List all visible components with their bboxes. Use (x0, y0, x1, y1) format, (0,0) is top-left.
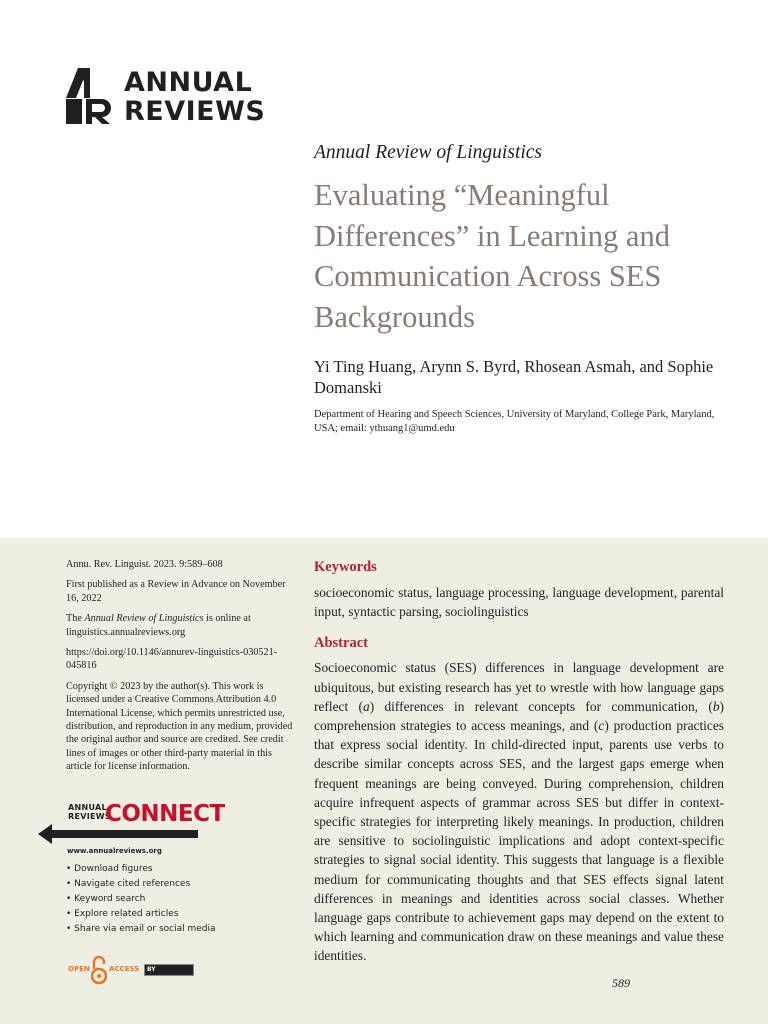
open-access-badge (68, 955, 208, 985)
doi-link[interactable]: https://doi.org/10.1146/annurev-linguistics-030521-045816 (66, 647, 278, 672)
connect-item: • Share via email or social media (66, 922, 216, 937)
access-label: ACCESS (109, 965, 140, 973)
annual-reviews-connect[interactable] (38, 800, 298, 940)
connect-item: • Navigate cited references (66, 877, 216, 892)
ar-logo-mark-icon (66, 68, 118, 124)
first-published: First published as a Review in Advance on November 16, 2022 (66, 579, 286, 604)
abstract-column (314, 557, 724, 966)
connect-item: • Explore related articles (66, 907, 216, 922)
open-label: OPEN (68, 965, 90, 973)
citation: Annu. Rev. Linguist. 2023. 9:589–608 (66, 559, 223, 570)
open-lock-icon (91, 955, 107, 985)
abstract-heading: Abstract (314, 635, 368, 652)
journal-name: Annual Review of Linguistics (314, 142, 543, 163)
connect-small-reviews: REVIEWS (68, 811, 111, 821)
connect-features (66, 862, 216, 937)
article-title: Evaluating “Meaningful Differences” in Learning and Communication Across SES Backgrounds (314, 178, 670, 334)
online-note: The Annual Review of Linguistics is online at linguistics.annualreviews.org (66, 613, 251, 638)
connect-item: • Keyword search (66, 892, 216, 907)
page-number: 589 (612, 976, 630, 990)
connect-small-annual: ANNUAL (68, 803, 107, 812)
keywords-heading: Keywords (314, 559, 377, 575)
connect-title: CONNECT (105, 801, 225, 827)
logo-word-annual: ANNUAL (124, 67, 253, 98)
connect-url[interactable]: www.annualreviews.org (67, 847, 162, 855)
cc-by-license-icon: BY (144, 964, 194, 976)
keywords-text: socioeconomic status, language processing, language development, parental input, syntactic parsing, sociolinguistics (314, 585, 724, 620)
copyright-notice: Copyright © 2023 by the author(s). This work is licensed under a Creative Commons Attribution 4.0 International License, which permits unrestricted use, distribution, and reproduction in any medium, provided the original author and source are credited. See credit lines of images or other third-party material in this article for license information. (66, 680, 293, 773)
connect-item: • Download figures (66, 862, 216, 877)
logo-word-reviews: REVIEWS (124, 96, 266, 127)
author-list: Yi Ting Huang, Arynn S. Byrd, Rhosean Asmah, and Sophie Domanski (314, 357, 714, 397)
affiliation: Department of Hearing and Speech Sciences, University of Maryland, College Park, Maryland, USA; email: ythuang1@umd.edu (314, 409, 715, 434)
annual-reviews-logo (66, 68, 265, 126)
abstract-text: Socioeconomic status (SES) differences in language development are ubiquitous, but existing research has yet to wrestle with how language gaps reflect (a) differences in relevant concepts for communication, (b) comprehension strategies to access meanings, and (c) production practices that express social identity. In child-directed input, parents use verbs to describe similar concepts across SES, and the largest gaps emerge when frequent meanings are being conveyed. During comprehension, children acquire infrequent aspects of grammar across SES but differ in context-specific strategies for interpreting likely meanings. In production, children are sensitive to sociolinguistic implications and adopt context-specific strategies to signal social identity. This suggests that language is a flexible medium for communicating thoughts and that SES effects signal latent differences in meanings and identities across social classes. Whether language gaps contribute to achievement gaps may depend on the extent to which learning and communication draw on these meanings and value these identities. (314, 660, 724, 964)
article-metadata-sidebar (66, 558, 296, 781)
